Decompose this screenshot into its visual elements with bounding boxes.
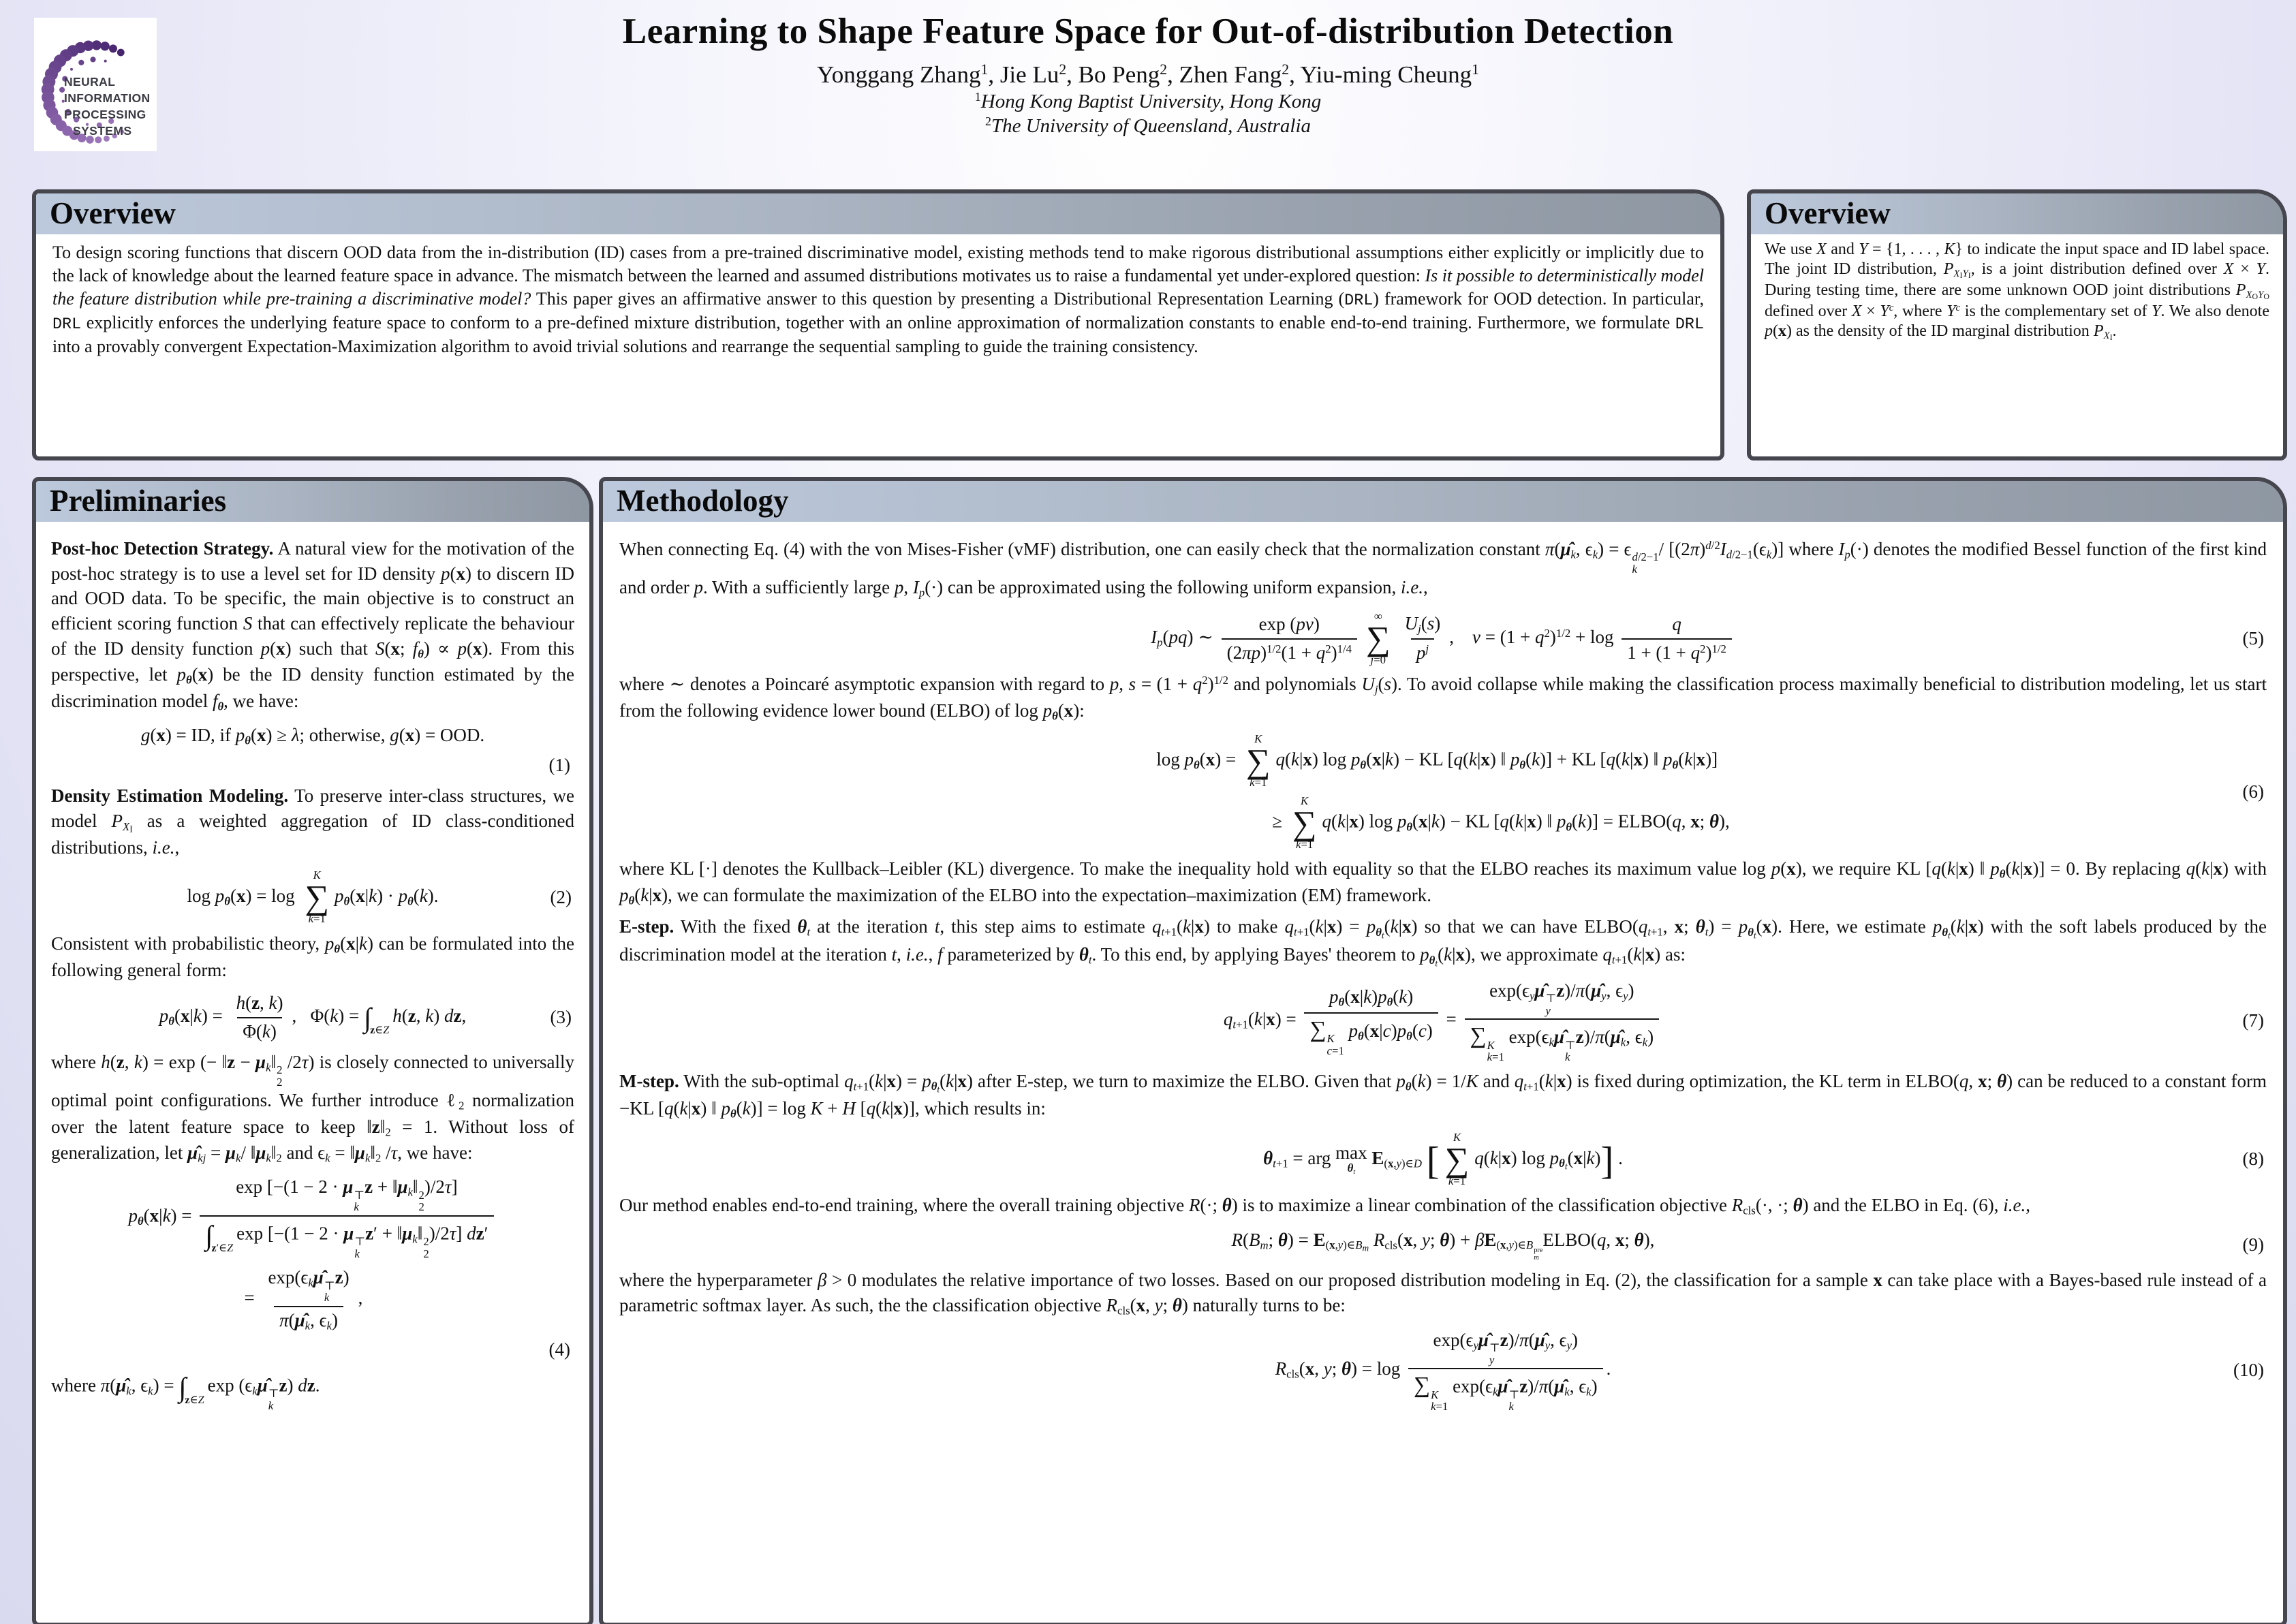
affiliation-2: $^2$The University of Queensland, Australia <box>984 114 1312 137</box>
logo-line-2: INFORMATION <box>64 91 151 105</box>
equation-10-number: (10) <box>2233 1360 2264 1381</box>
paragraph-hyperparameter: where the hyperparameter β > 0 modulates the relative importance of two losses. Based on our proposed distribution modeling in Eq. (2), the classification for a sample x can take place with a Bayes-based rule instead of a parametric softmax layer. As such, the the classification objective $R_{cls}(x$, y; θ) naturally turns to be: <box>619 1270 2267 1317</box>
methodology-body <box>603 522 2283 1413</box>
equation-2: $\log p_\theta(x) = \log$ K ∑ k=1 $p_\theta(x|k) \cdot p_\theta(k)$. (2) <box>187 869 572 926</box>
panel-overview-left <box>32 189 1724 460</box>
logo-line-1: NEURAL <box>64 75 116 89</box>
overview-left-body: To design scoring functions that discern OOD data from the in-distribution (ID) cases from a pre-trained discriminative model, existing methods tend to make rigorous distributional assumptions either explicitly or implicitly due to the lack of knowledge about the learned feature space in advance. The mismatch between the learned and assumed distributions motivates us to raise a fundamental yet under-explored question: Is it possible to deterministically model the feature distribution while pre-training a discriminative model? This paper gives an affirmative answer to this question by presenting a Distributional Representation Learning (DRL) framework for OOD detection. In particular, DRL explicitly enforces the underlying feature space to conform to a pre-defined mixture distribution, together with an online approximation of normalization constants to enable end-to-end training. Furthermore, we formulate DRL into a provably convergent Expectation-Maximization algorithm to avoid trivial solutions and rearrange the sequential sampling to guide the training consistency. <box>52 243 1704 357</box>
paragraph-density-modeling: Density Estimation Modeling. To preserve inter-class structures, we model $P_{XI}$ as a weighted aggregation of ID class-conditioned distributions, i.e., <box>51 785 574 858</box>
equation-1: g(x) = ID, if $p_\theta(x) \ge \lambda$; otherwise, g(x) = OOD. <box>140 725 485 747</box>
logo-line-4: SYSTEMS <box>73 124 132 138</box>
paragraph-normalization: where h(z, k) = exp (− ‖z − $\mu_k‖$ 2 2 /2τ) is closely connected to universally optimal point configurations. We further introduce ℓ$_2$ normalization over the latent feature space to keep $‖z‖_2 = 1$. Without loss of generalization, let $\mû_{kj} = \mu_k/$ $‖\mu_k‖_2$ and $\epsilon_k$ = $‖\mu_k‖_2$ /τ, we have: <box>51 1051 574 1165</box>
preliminaries-header: Preliminaries <box>36 481 589 522</box>
overview-left-header: Overview <box>36 193 1720 234</box>
equation-9: $R(B_m$; $\theta) = E_{(x,y)\in B_m}$ $R_{cls}(x$, y; $\theta) + \beta E_{(x,y)\in B pre m}$ ELBO(q, x; θ), (9) <box>1231 1229 2264 1262</box>
poster-header <box>0 11 2296 138</box>
poster-title: Learning to Shape Feature Space for Out-of-distribution Detection <box>622 12 1674 51</box>
methodology-header: Methodology <box>603 481 2283 522</box>
paragraph-m-step: M-step. With the sub-optimal $q_{t+1}(k|x) = p_{\theta_t}(k|x)$ after E-step, we turn to maximize the ELBO. Given that $p_\theta(k) = 1/K$ and $q_{t+1}(k|x)$ is fixed during optimization, the KL term in ELBO(q, x; θ) can be reduced to a constant form −KL [q(k|x) ‖ $p_\theta(k)] = \log K + H$ [q(k|x)], which results in: <box>619 1070 2267 1121</box>
equation-6-line2: ≥ K ∑ k=1 q(k|x) $\log p_\theta(x|k)$ − KL [q(k|x) ‖ $p_\theta(k)$] = ELBO(q, x; θ), <box>1272 794 1730 852</box>
equation-4 <box>51 1176 574 1333</box>
paragraph-e-step: E-step. With the fixed $\theta_t$ at the iteration t, this step aims to estimate $q_{t+1}(k|x)$ to make $q_{t+1}(k|x) = p_{\theta_t}(k|x)$ so that we can have $ELBO(q_{t+1}$, x; $\theta_t) = p_{\theta_t}(x)$. Here, we estimate $p_{\theta_t}(k|x)$ with the soft labels produced by the discrimination model at the iteration t, i.e., f parameterized by $\theta_t$. To this end, by applying Bayes' theorem to $p_{\theta_t}(k|x)$, we approximate $q_{t+1}(k|x)$ as: <box>619 916 2267 969</box>
paragraph-poincare: where ∼ denotes a Poincaré asymptotic expansion with regard to p, $s = (1 + q^2)^{1/2}$ and polynomials $U_j(s)$. To avoid collapse while making the classification process maximally beneficial to distribution modeling, let us start from the following evidence lower bound (ELBO) of $\log p_\theta(x)$: <box>619 673 2267 723</box>
equation-10: $R_{cls}(x$, y; θ) = log $\exp(\epsilon_y\mû$ ⊤ y $z)/\pi(\mû_y$, $\epsilon_y$) ∑ K k=1 $\exp(\epsilon_k\mû$ ⊤ k $z)/\pi(\mû_k$, $\epsilon_k$) . (10) <box>1275 1329 2264 1414</box>
equation-8-number: (8) <box>2242 1149 2264 1170</box>
panel-preliminaries <box>32 477 593 1624</box>
equation-3: $p_\theta(x|k)$ = $\frac{h(z, k)}{\Phi(k)}$ , $\Phi(k) = \int_{z\in Z}h(z$, k) dz, (3) <box>51 992 574 1044</box>
overview-right-body: We use X and Y = {1, . . . , K} to indicate the input space and ID label space. The joint ID distribution, $P_{XIYI}$, is a joint distribution defined over X × Y. During testing time, there are some unknown OOD joint distributions $P_{XOYO}$ defined over $X \times Y^c$, where $Y^c$ is the complementary set of Y. We also denote p(x) as the density of the ID marginal distribution $P_{XI}$. <box>1765 240 2270 342</box>
equation-4-line2: = $\exp(\epsilon_k\mû$ ⊤ k z) $\pi(\mû_k$, $\epsilon_k$) , <box>244 1267 363 1332</box>
authors-line: Yonggang Zhang$^1$, Jie Lu$^2$, Bo Peng$^2$, Zhen Fang$^2$, Yiu-ming Cheung$^1$ <box>816 61 1479 88</box>
preliminaries-body <box>36 522 589 1411</box>
paragraph-kl: where KL [·] denotes the Kullback–Leibler (KL) divergence. To make the inequality hold with equality so that the ELBO reaches its maximum value log p(x), we require KL [q(k|x) ‖ $p_\theta(k|x)] = 0$. By replacing q(k|x) with $p_\theta(k|x)$, we can formulate the maximization of the ELBO into the expectation–maximization (EM) framework. <box>619 858 2267 907</box>
paragraph-posthoc: Post-hoc Detection Strategy. A natural view for the motivation of the post-hoc strategy is to use a level set for ID density p(x) to discern ID and OOD data. To be specific, the main objective is to construct an efficient scoring function S that can effectively replicate the behaviour of the ID density function p(x) such that S(x; $f_\theta) \propto p(x)$. From this perspective, let $p_\theta(x)$ be the ID density function estimated by the discrimination model $f_\theta$, we have: <box>51 538 574 713</box>
equation-7-number: (7) <box>2242 1010 2264 1031</box>
equation-8: $\theta_{t+1}$ = arg max $\theta_t$ $E_{(x,y)\in D}$ [ K ∑ k=1 q(k|x) $\log p_{\theta_t}(x|k)$] . (8) <box>1263 1131 2264 1188</box>
equation-7: $q_{t+1}(k|x)$ = $p_\theta(x|k)p_\theta(k)$ ∑ K c=1 $p_\theta(x|c)p_\theta(c)$ = $\exp(\epsilon_y\mû$ ⊤ y $z)/\pi(\mû_y$, $\epsilon_y$) ∑ K k=1 $\exp(\epsilon_k\mû$ ⊤ k $z)/\pi(\mû_k$, $\epsilon_k$) (7) <box>1223 980 2264 1064</box>
equation-5-number: (5) <box>2242 627 2264 649</box>
panel-overview-right <box>1747 189 2287 460</box>
equation-6-line1: $\log p_\theta(x)$ = K ∑ k=1 q(k|x) $\log p_\theta(x|k)$ − KL [q(k|x) ‖ $p_\theta(k)$] + KL [q(k|x) ‖ $p_\theta(k|x)$] <box>1156 732 1718 790</box>
equation-4-line1: $p_\theta(x|k)$ = exp [−(1 − 2 · μ ⊤ k $z + ‖\mu_k‖$ 2 2 )/2τ] $\int_{z'\in Z}\exp$ [−(1 − 2 · μ ⊤ k $z' + ‖\mu_k‖$ 2 2 )/2τ] dz′ <box>128 1176 497 1260</box>
equation-5: $I_p(pq)$ ∼ $\frac{\exp (p\nu)}{(2\pi p)^{1/2}(1 + q^2)^{1/4}}$ ∞ ∑ j=0 $\frac{U_j(s)}{p^j}$ , $\nu = (1 + q^2)^{1/2} + \log$ $\frac{q}{1 + (1 + q^2)^{1/2}}$ (5) <box>1151 610 2264 667</box>
equation-3-number: (3) <box>550 1007 572 1028</box>
equation-6-number: (6) <box>2242 781 2264 802</box>
affiliation-1: $^1$Hong Kong Baptist University, Hong Kong <box>974 90 1322 112</box>
paragraph-pi-definition: where $\pi(\mû_k$, $\epsilon_k) = \int_{z\in Z}\exp$ ($\epsilon_k\mû$ ⊤ k z) dz. <box>51 1371 320 1412</box>
paragraph-general-form: Consistent with probabilistic theory, $p_\theta(x|k)$ can be formulated into the following general form: <box>51 933 575 980</box>
paragraph-vmf: When connecting Eq. (4) with the von Mises-Fisher (vMF) distribution, one can easily check that the normalization constant $\pi(\mû_k$, $\epsilon_k) = \epsilon$ d/2−1 k / $[(2\pi)^{d/2}I_{d/2-1}(\epsilon_k)]$ where $I_p(\cdot)$ denotes the modified Bessel function of the first kind and order p. With a sufficiently large p, $I_p(\cdot)$ can be approximated using the following uniform expansion, i.e., <box>619 538 2267 600</box>
overview-right-header: Overview <box>1751 193 2283 234</box>
paragraph-objective: Our method enables end-to-end training, where the overall training objective R(·; θ) is to maximize a linear combination of the classification objective $R_{cls}(\cdot$, ·; θ) and the ELBO in Eq. (6), i.e., <box>619 1194 2031 1217</box>
equation-1-number: (1) <box>548 754 570 775</box>
equation-2-number: (2) <box>550 886 572 907</box>
panel-methodology <box>599 477 2287 1624</box>
equation-6 <box>619 734 2267 851</box>
logo-line-3: PROCESSING <box>64 108 146 121</box>
equation-9-number: (9) <box>2242 1234 2264 1255</box>
equation-4-number: (4) <box>548 1339 570 1360</box>
